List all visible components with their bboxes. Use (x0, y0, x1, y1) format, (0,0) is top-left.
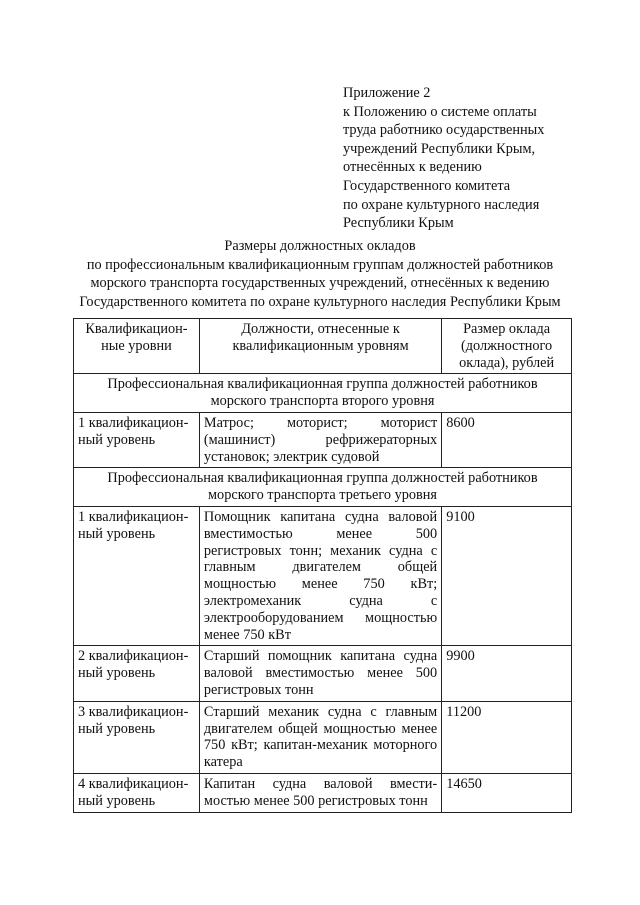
appendix-line: отнесённых к ведению (343, 159, 482, 176)
level-cell: 4 квалификацион-ный уровень (74, 773, 200, 812)
salary-cell: 11200 (442, 701, 572, 773)
appendix-line: Приложение 2 (343, 85, 431, 101)
appendix-line: учреждений Республики Крым, (343, 140, 536, 157)
salary-cell: 9100 (442, 506, 572, 645)
group-title: Профессиональная квалификационная группа должностей работников морского транспорта третьего уровня (74, 468, 572, 507)
table-row (74, 646, 572, 701)
table-row (74, 773, 572, 812)
appendix-line: Республики Крым (343, 215, 454, 232)
appendix-line: Государственного комитета (343, 177, 511, 194)
appendix-heading (343, 84, 544, 233)
group-title: Профессиональная квалификационная группа должностей работников морского транспорта второго уровня (74, 374, 572, 413)
positions-cell: Капитан судна валовой вмести-мостью менее 500 регистровых тонн (199, 773, 441, 812)
title-line: Размеры должностных окладов (224, 238, 416, 254)
salary-cell: 8600 (442, 412, 572, 467)
group-row (74, 468, 572, 507)
header-positions: Должности, отнесенные к квалификационным уровням (199, 319, 441, 374)
salary-cell: 9900 (442, 646, 572, 701)
level-cell: 1 квалификацион-ный уровень (74, 506, 200, 645)
level-cell: 1 квалификацион-ный уровень (74, 412, 200, 467)
appendix-line: к Положению о системе оплаты (343, 103, 537, 120)
level-cell: 3 квалификацион-ный уровень (74, 701, 200, 773)
salary-table (73, 318, 572, 813)
table-header-row (74, 319, 572, 374)
positions-cell: Старший помощник капитана судна валовой вместимостью менее 500 регистровых тонн (199, 646, 441, 701)
header-levels: Квалификацион-ные уровни (74, 319, 200, 374)
document-title (40, 237, 600, 311)
group-row (74, 374, 572, 413)
positions-cell: Помощник капитана судна валовой вместимостью менее 500 регистровых тонн; механик судна с главным двигателем общей мощностью менее 750 кВт; электромеханик судна с электрооборудованием мощностью менее 750 кВт (199, 506, 441, 645)
table-row (74, 412, 572, 467)
title-line: морского транспорта государственных учреждений, отнесённых к ведению (90, 275, 550, 292)
header-salary: Размер оклада (должностного оклада), рублей (442, 319, 572, 374)
title-line: по профессиональным квалификационным группам должностей работников (86, 256, 554, 273)
level-cell: 2 квалификацион-ный уровень (74, 646, 200, 701)
appendix-line: труда работнико осударственных (343, 122, 545, 139)
table-row (74, 506, 572, 645)
appendix-line: по охране культурного наследия (343, 196, 540, 213)
positions-cell: Матрос; моторист; моторист (машинист) рефрижераторных установок; электрик судовой (199, 412, 441, 467)
title-line: Государственного комитета по охране культурного наследия Республики Крым (79, 293, 561, 310)
table-row (74, 701, 572, 773)
positions-cell: Старший механик судна с главным двигателем общей мощностью менее 750 кВт; капитан-механик моторного катера (199, 701, 441, 773)
salary-cell: 14650 (442, 773, 572, 812)
